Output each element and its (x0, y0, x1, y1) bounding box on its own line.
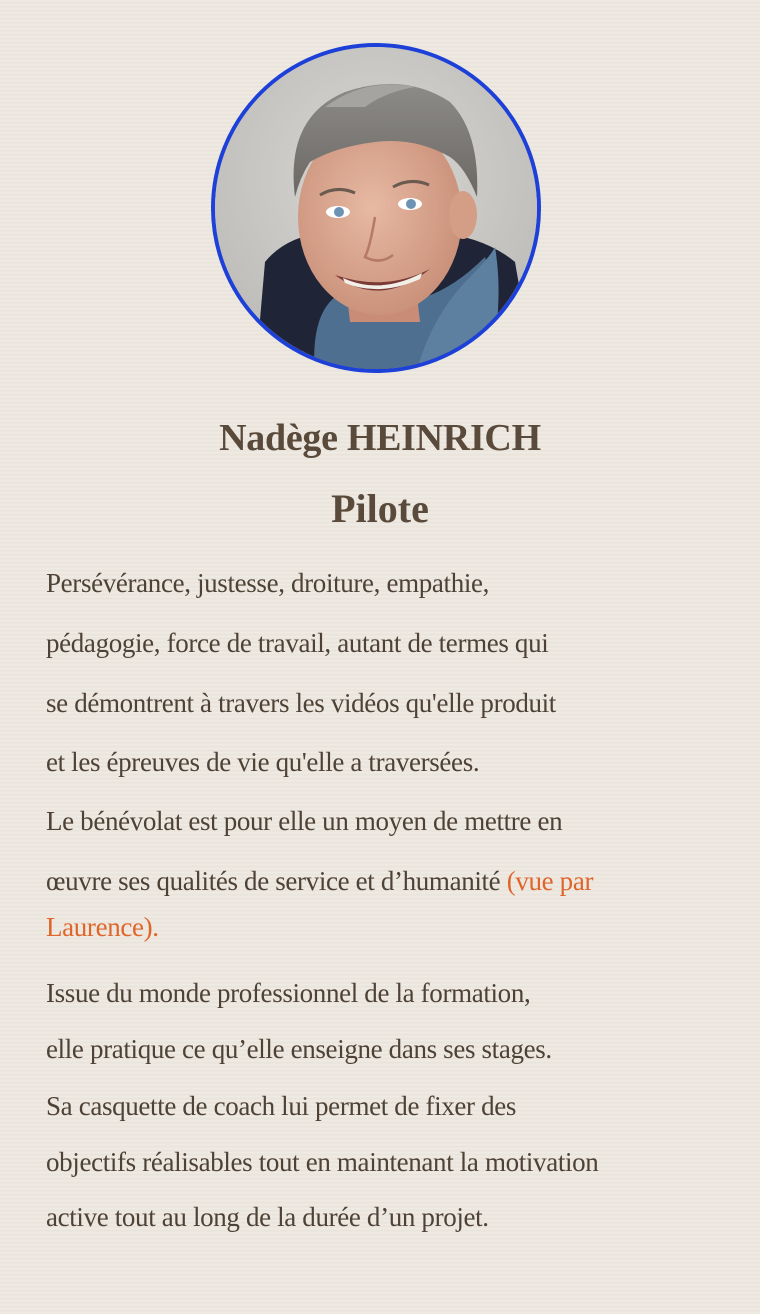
bio-line: se démontrent à travers les vidéos qu'elle produit (46, 688, 556, 718)
avatar (211, 43, 541, 373)
bio-line: elle pratique ce qu’elle enseigne dans ses stages. (46, 1034, 552, 1064)
vue-par-laurence-link[interactable]: (vue par (506, 866, 594, 896)
bio-line: Le bénévolat est pour elle un moyen de mettre en (46, 806, 563, 836)
bio-line: Sa casquette de coach lui permet de fixer des (46, 1091, 517, 1121)
bio-line (46, 910, 159, 944)
vue-par-laurence-link-continued[interactable]: Laurence). (46, 912, 159, 942)
bio-line: Issue du monde professionnel de la formation, (46, 978, 531, 1008)
bio-line: pédagogie, force de travail, autant de termes qui (46, 628, 549, 658)
bio-line: Persévérance, justesse, droiture, empathie, (46, 568, 490, 598)
bio-line: active tout au long de la durée d’un projet. (46, 1202, 489, 1232)
bio-line: et les épreuves de vie qu'elle a traversées. (46, 747, 480, 777)
portrait-photo (215, 47, 537, 369)
bio-line-text: œuvre ses qualités de service et d’humanité (46, 866, 507, 896)
bio-line: objectifs réalisables tout en maintenant la motivation (46, 1147, 599, 1177)
person-role: Pilote (331, 486, 429, 531)
person-name: Nadège HEINRICH (219, 417, 541, 459)
bio-line (46, 864, 593, 898)
